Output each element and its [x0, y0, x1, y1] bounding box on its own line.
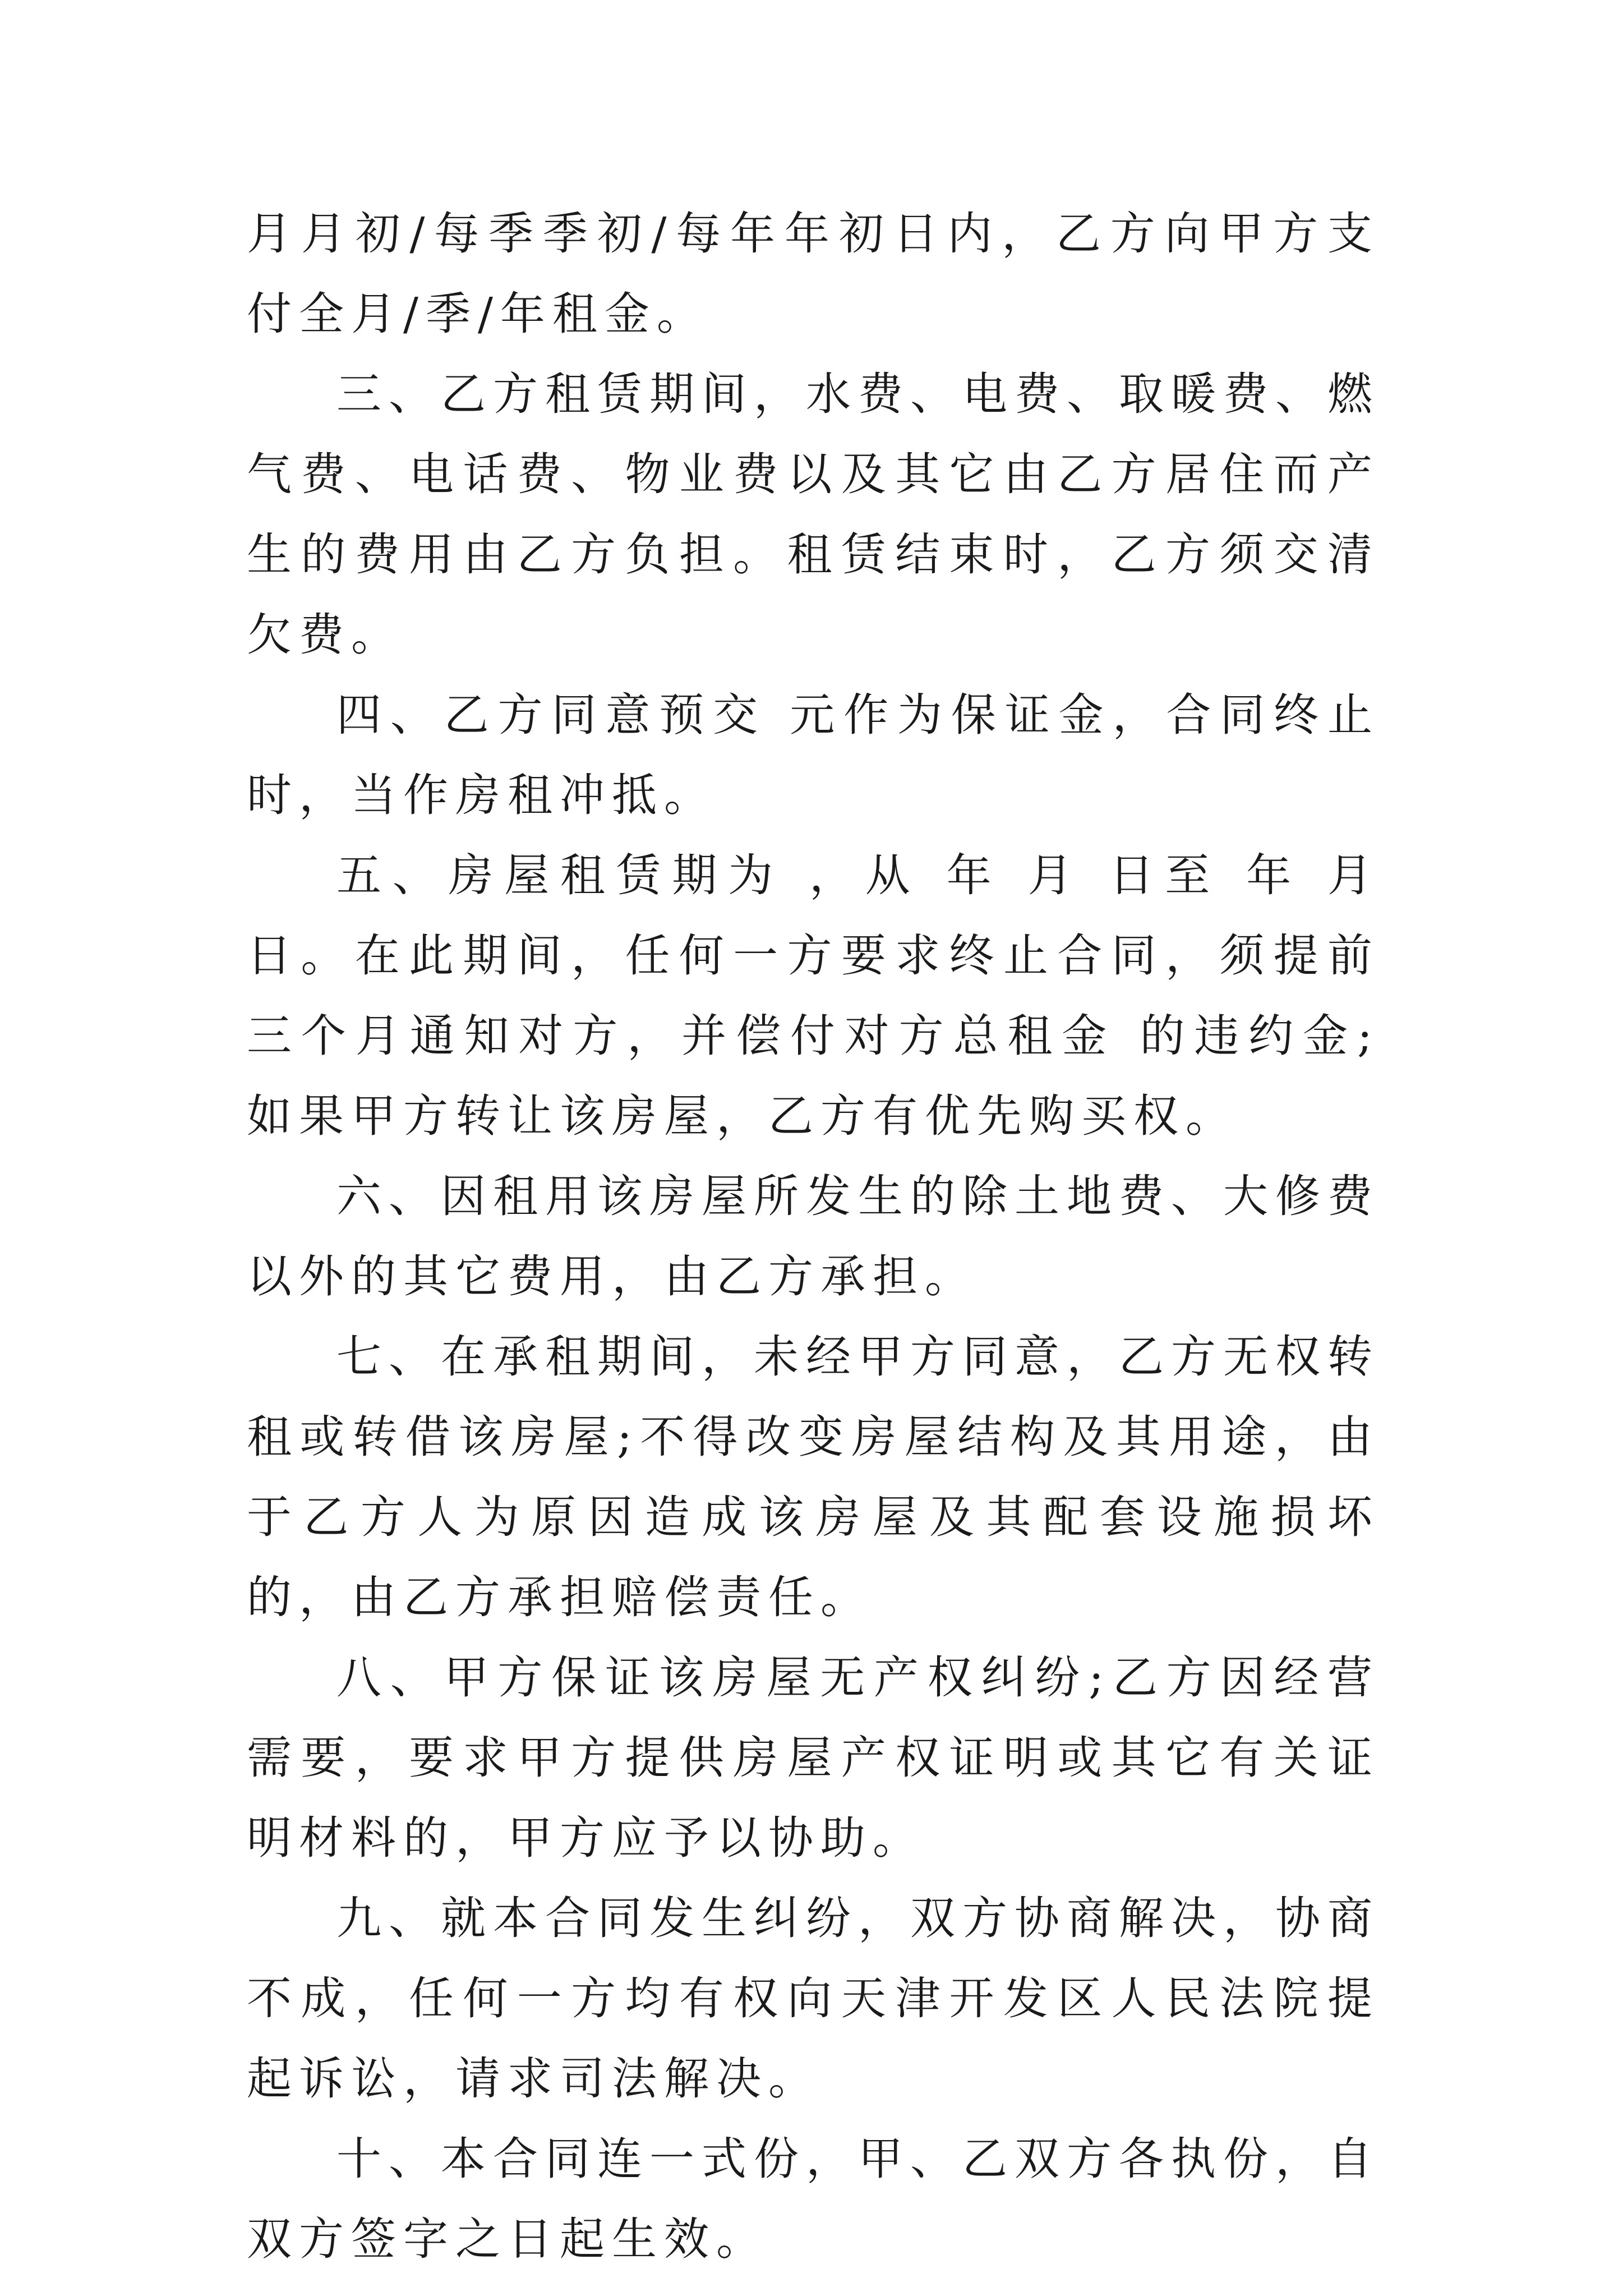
clause-5-lease-term: 五、房屋租赁期为 ，从 年 月 日至 年 月 日。在此期间，任何一方要求终止合同，须提前三个月通知对方，并偿付对方总租金 的违约金;如果甲方转让该房屋，乙方有优先购买权。	[247, 849, 1380, 1142]
clause-6-other-fees: 六、因租用该房屋所发生的除土地费、大修费以外的其它费用，由乙方承担。	[247, 1170, 1380, 1303]
contract-body	[247, 194, 1380, 2279]
clause-3-utilities: 三、乙方租赁期间，水费、电费、取暖费、燃气费、电话费、物业费以及其它由乙方居住而产生的费用由乙方负担。租赁结束时，乙方须交清欠费。	[247, 368, 1380, 661]
clause-9-disputes: 九、就本合同发生纠纷，双方协商解决，协商不成，任何一方均有权向天津开发区人民法院提起诉讼，请求司法解决。	[247, 1892, 1380, 2105]
paragraph-rent-payment-continued: 月月初/每季季初/每年年初日内，乙方向甲方支付全月/季/年租金。	[247, 208, 1380, 340]
clause-4-deposit: 四、乙方同意预交 元作为保证金，合同终止时，当作房租冲抵。	[247, 689, 1380, 821]
clause-8-property-rights: 八、甲方保证该房屋无产权纠纷;乙方因经营需要，要求甲方提供房屋产权证明或其它有关证明材料的，甲方应予以协助。	[247, 1651, 1380, 1864]
clause-10-effectiveness: 十、本合同连一式份，甲、乙双方各执份，自双方签字之日起生效。	[247, 2133, 1380, 2265]
clause-7-subletting: 七、在承租期间，未经甲方同意，乙方无权转租或转借该房屋;不得改变房屋结构及其用途，由于乙方人为原因造成该房屋及其配套设施损坏的，由乙方承担赔偿责任。	[247, 1331, 1380, 1623]
